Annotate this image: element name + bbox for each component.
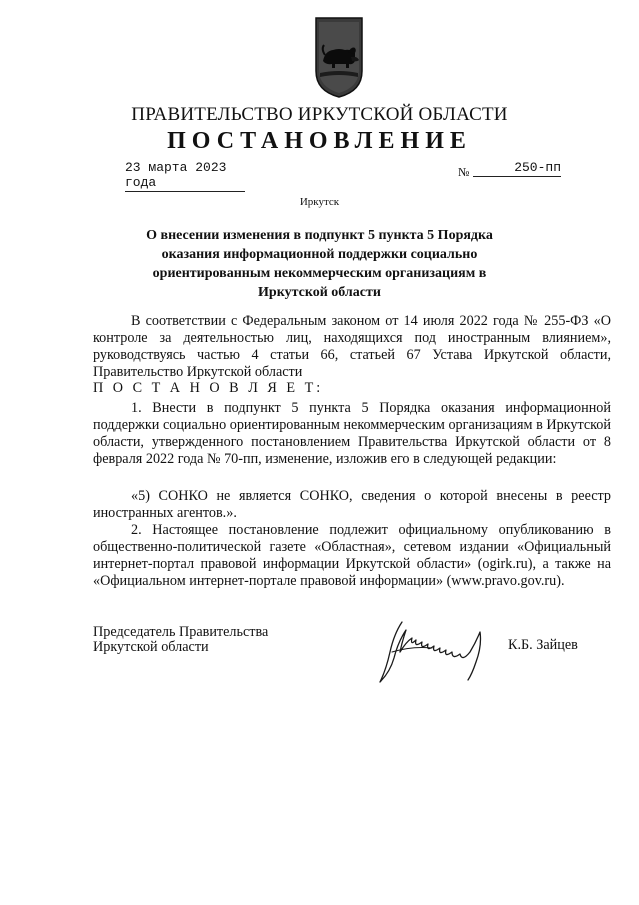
signer-title [93,625,268,655]
decree-item-1: 1. Внести в подпункт 5 пункта 5 Порядка оказания информационной поддержки социально ориентированным некоммерческим организациям в Иркутской области, утвержденного постановлением Правительства Иркутской области от 8 февраля 2022 года № 70-пп, изменение, изложив его в следующей редакции: [93,400,611,467]
document-number-label: № [458,165,470,179]
document-title: О внесении изменения в подпункт 5 пункта 5 Порядка оказания информационной поддержки социально ориентированным некоммерческим организациям в Иркутской области [146,228,493,300]
coat-of-arms-emblem [313,15,365,99]
preamble-paragraph: В соответствии с Федеральным законом от 14 июля 2022 года № 255-ФЗ «О контроле за деятельностью лиц, находящихся под иностранным влиянием», руководствуясь частью 4 статьи 66, статьей 67 Устава Иркутской области, Правительство Иркутской области [93,313,611,380]
signer-title-line-1: Председатель Правительства [93,624,269,640]
decree-item-2: 2. Настоящее постановление подлежит официальному опубликованию в общественно-политической газете «Областная», сетевом издании «Официальный интернет-портал правовой информации Иркутской области» (ogirk.ru), а также на «Официальном интернет-портале правовой информации» (www.pravo.gov.ru). [93,522,611,589]
document-city: Иркутск [299,196,340,208]
signer-title-line-2: Иркутской области [93,639,209,655]
government-name: ПРАВИТЕЛЬСТВО ИРКУТСКОЙ ОБЛАСТИ [131,104,508,125]
signer-name: К.Б. Зайцев [508,637,578,653]
document-type-title: ПОСТАНОВЛЕНИЕ [167,128,472,154]
handwritten-signature [372,612,512,686]
document-number: 250-пп [473,160,561,177]
decree-item-1-quote: «5) СОНКО не является СОНКО, сведения о которой внесены в реестр иностранных агентов.». [93,488,611,521]
decree-word: П О С Т А Н О В Л Я Е Т: [93,380,324,396]
document-date: 23 марта 2023 года [125,160,245,192]
